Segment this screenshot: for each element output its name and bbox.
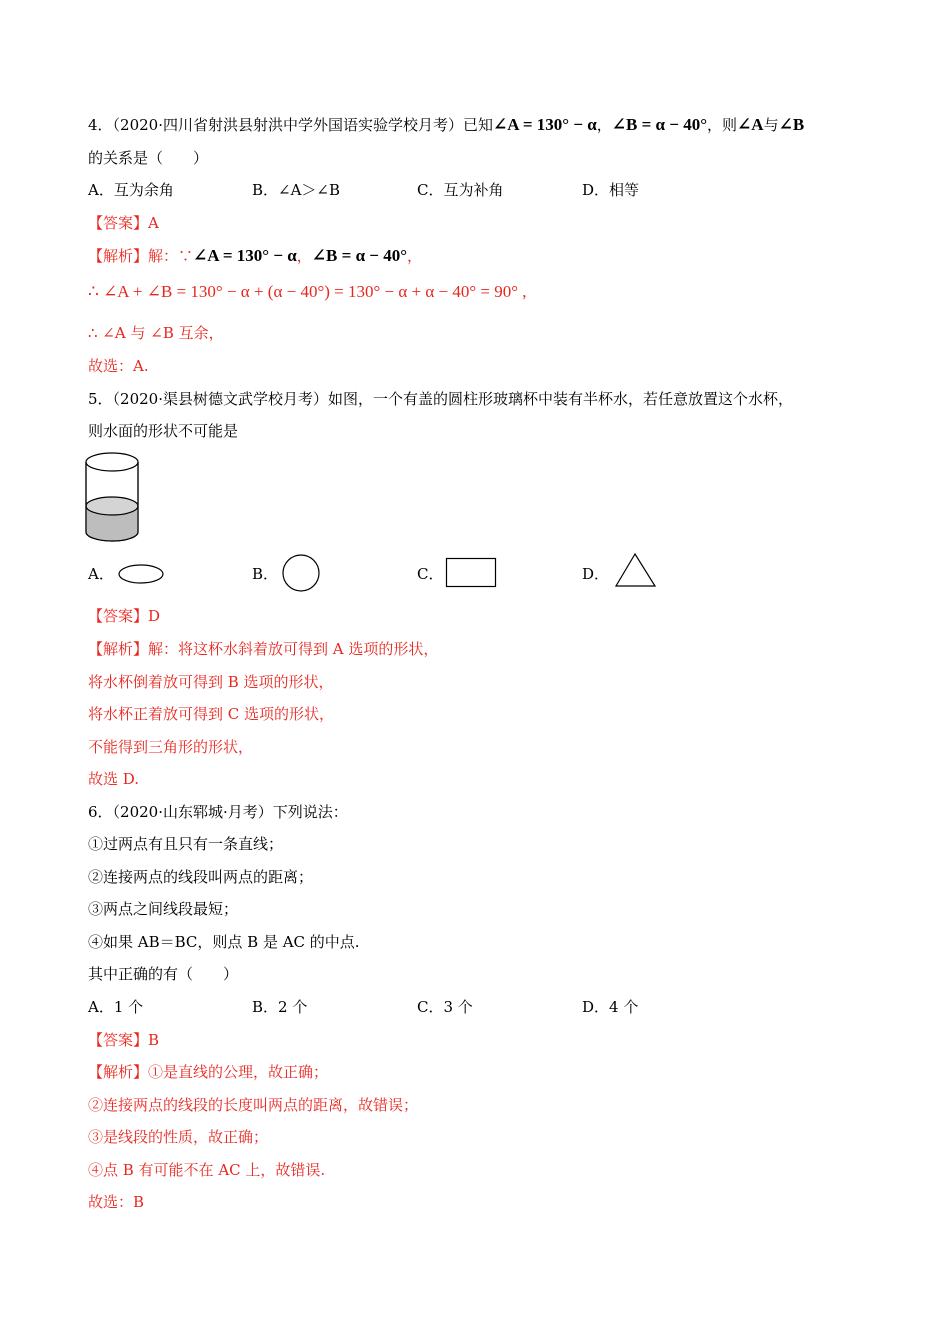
- q5-analysis-tag: 【解析】: [88, 640, 149, 658]
- q4-answer-tag: 【答案】: [88, 214, 149, 232]
- q4-analysis-equation: ∴ ∠A + ∠B = 130° − α + (α − 40°) = 130° − α + α − 40° = 90° ,: [88, 282, 527, 301]
- q5-analysis-line5: 故选 D.: [88, 770, 140, 788]
- q4-option-d: D．相等: [582, 181, 640, 199]
- q6-statement-1: ①过两点有且只有一条直线；: [88, 835, 284, 853]
- q4-option-a: A．互为余角: [88, 181, 174, 199]
- q6-statement-2: ②连接两点的线段叫两点的距离；: [88, 868, 314, 886]
- q5-option-d-label: D．: [582, 565, 610, 583]
- q5-option-c-label: C．: [417, 565, 444, 583]
- q6-analysis-line3: ③是线段的性质，故正确；: [88, 1128, 269, 1146]
- q6-analysis-line4: ④点 B 有可能不在 AC 上，故错误.: [88, 1161, 326, 1179]
- q4-eq-a: ∠A = 130° − α: [493, 115, 597, 134]
- q4-analysis-line3: ∴ ∠A 与 ∠B 互余，: [88, 324, 224, 342]
- q5-answer-tag: 【答案】: [88, 607, 149, 625]
- q6-answer-tag: 【答案】: [88, 1031, 149, 1049]
- q4-yu: 与: [763, 116, 779, 134]
- q5-answer: [88, 606, 160, 626]
- q4-analysis-line1: [88, 246, 422, 266]
- q4-eq-b: ∠B = α − 40°: [611, 115, 708, 134]
- q6-stem-line1: 6．（2020·山东郓城·月考）下列说法：: [88, 803, 348, 821]
- triangle-shape-icon: [614, 551, 658, 589]
- q4-answer: [88, 213, 159, 233]
- q5-option-b-label: B．: [252, 565, 279, 583]
- rectangle-shape-icon: [445, 557, 497, 589]
- q6-option-a: A．1 个: [88, 998, 144, 1016]
- q5-analysis-line1: [88, 639, 438, 659]
- q4-analysis-eq-a: ∠A = 130° − α: [193, 246, 297, 265]
- q6-option-d: D．4 个: [582, 998, 639, 1016]
- q5-stem-line2: 则水面的形状不可能是: [88, 422, 239, 440]
- q5-analysis-line2: 将水杯倒着放可得到 B 选项的形状，: [88, 673, 334, 691]
- q6-analysis-tag: 【解析】: [88, 1063, 149, 1081]
- q5-analysis-line3: 将水杯正着放可得到 C 选项的形状，: [88, 705, 335, 723]
- q6-analysis-line1: [88, 1062, 328, 1082]
- q4-comma: ，: [596, 116, 612, 134]
- q6-option-c: C．3 个: [417, 998, 473, 1016]
- q4-angle-a: ∠A: [737, 115, 764, 134]
- q6-analysis-line5: 故选：B: [88, 1193, 145, 1211]
- q6-analysis-first: ①是直线的公理，故正确；: [148, 1063, 329, 1081]
- q6-statement-3: ③两点之间线段最短；: [88, 900, 239, 918]
- q4-stem-line2: 的关系是（ ）: [88, 149, 209, 167]
- q4-analysis-comma: ，: [296, 247, 312, 265]
- q4-analysis-eq-b: ∠B = α − 40°: [311, 246, 408, 265]
- circle-shape-icon: [280, 552, 322, 594]
- q4-option-b: B．∠A＞∠B: [252, 181, 341, 199]
- q6-stem-last: 其中正确的有（ ）: [88, 965, 239, 983]
- q4-angle-b: ∠B: [778, 115, 805, 134]
- q4-answer-value: A: [148, 214, 159, 232]
- q5-answer-value: D: [148, 607, 161, 625]
- q4-stem-mid: ，则: [707, 116, 738, 134]
- q6-option-b: B．2 个: [252, 998, 308, 1016]
- q4-analysis-tag: 【解析】: [88, 247, 149, 265]
- q6-analysis-line2: ②连接两点的线段的长度叫两点的距离，故错误；: [88, 1096, 419, 1114]
- q6-answer: [88, 1030, 159, 1050]
- q4-analysis-end: ，: [407, 247, 423, 265]
- q5-option-a-label: A．: [88, 565, 114, 583]
- q5-analysis-text-1: 解：将这杯水斜着放可得到 A 选项的形状，: [148, 640, 439, 658]
- q4-stem-prefix: 4．（2020·四川省射洪县射洪中学外国语实验学校月考）已知: [88, 116, 493, 134]
- q4-option-c: C．互为补角: [417, 181, 504, 199]
- q4-analysis-line4: 故选：A.: [88, 357, 149, 375]
- q4-analysis-prefix: 解：∵: [148, 247, 194, 265]
- q6-answer-value: B: [148, 1031, 160, 1049]
- q5-stem-line1: 5．（2020·渠县树德文武学校月考）如图，一个有盖的圆柱形玻璃杯中装有半杯水，若任意放置这个水杯，: [88, 390, 793, 408]
- q5-analysis-line4: 不能得到三角形的形状，: [88, 738, 254, 756]
- q4-analysis-line2: [88, 282, 527, 302]
- q6-statement-4: ④如果 AB＝BC，则点 B 是 AC 的中点.: [88, 933, 360, 951]
- cylinder-cup-figure: [84, 450, 140, 544]
- ellipse-shape-icon: [117, 563, 165, 585]
- q4-stem-line1: [88, 115, 804, 135]
